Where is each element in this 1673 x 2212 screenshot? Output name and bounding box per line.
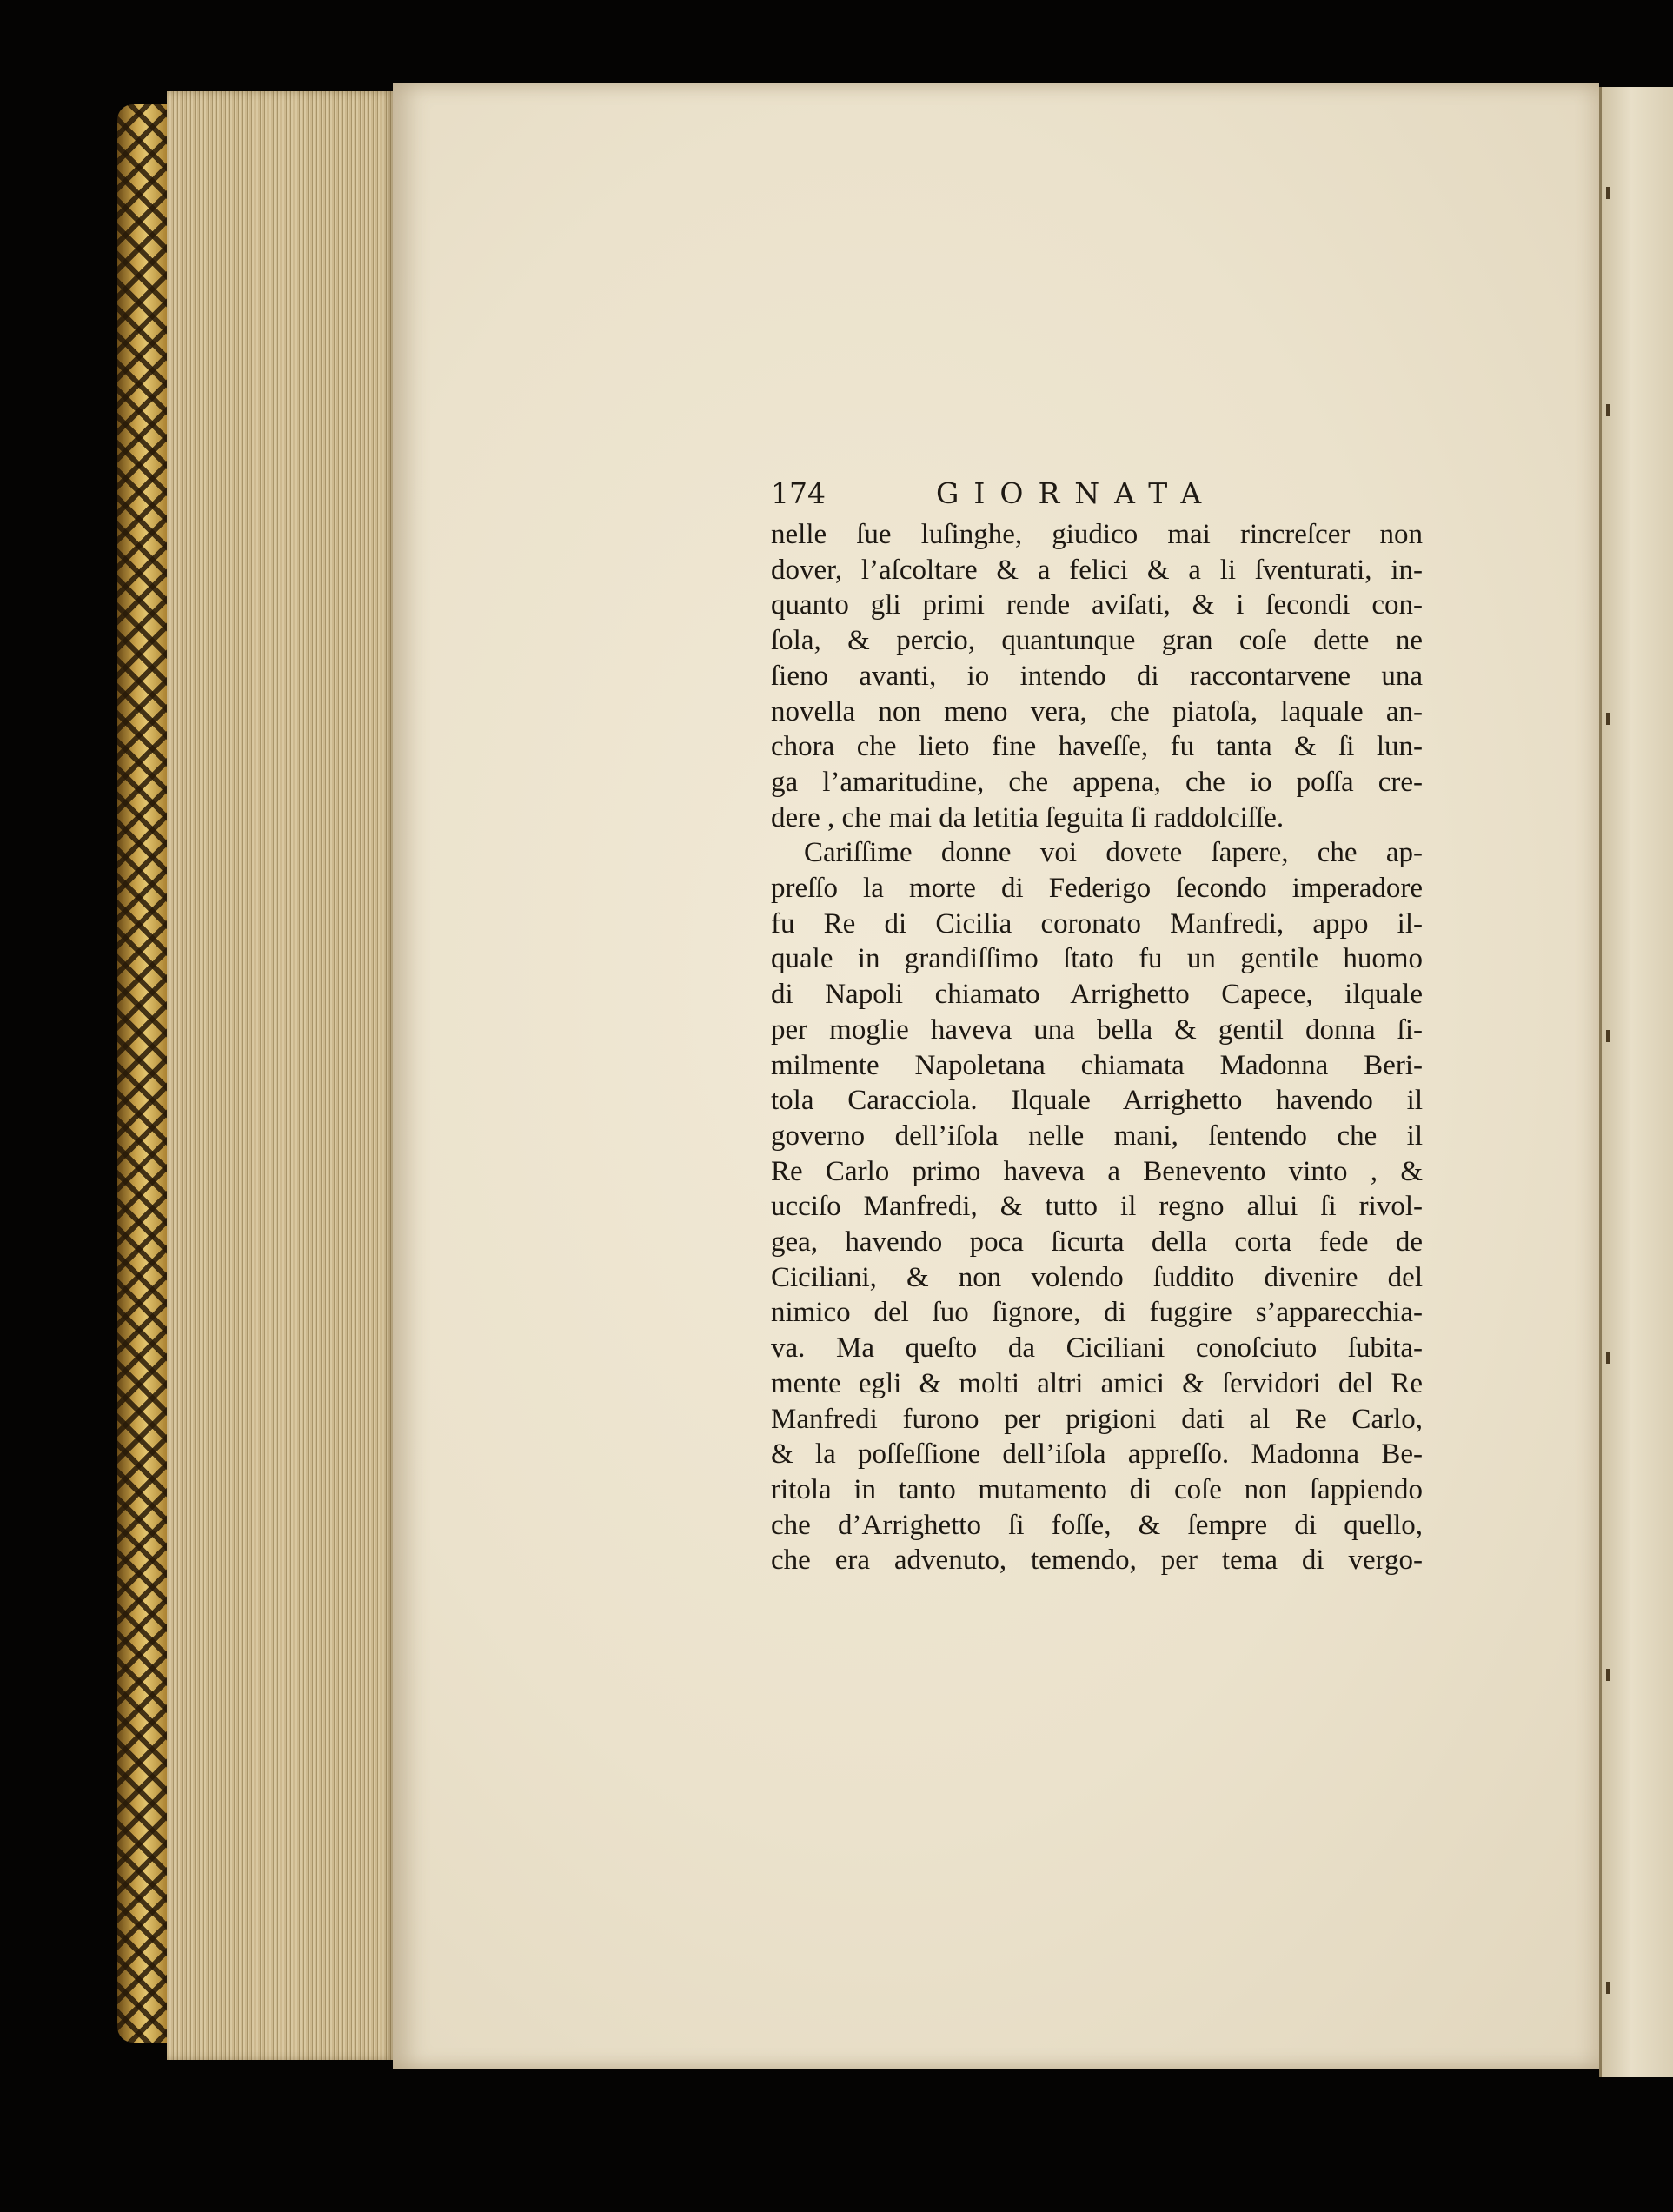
text-line: ga l’amaritudine, che appena, che io poſſa cre- <box>771 766 1423 798</box>
binding-stitch <box>1606 713 1610 725</box>
text-line: nelle ſue luſinghe, giudico mai rincreſcer non <box>771 519 1423 550</box>
text-line: che d’Arrighetto ſi foſſe, & ſempre di quello, <box>771 1509 1423 1541</box>
page-edges <box>167 91 395 2060</box>
text-line: ucciſo Manfredi, & tutto il regno allui ſi rivol- <box>771 1191 1423 1223</box>
text-line: novella non meno vera, che piatoſa, laquale an- <box>771 695 1423 727</box>
text-line: dere , che mai da letitia ſeguita ſi raddolciſſe. <box>771 801 1285 834</box>
binding-stitch <box>1606 1669 1610 1681</box>
text-line: che era advenuto, temendo, per tema di vergo- <box>771 1544 1423 1577</box>
binding-stitch <box>1606 404 1610 416</box>
text-block <box>771 469 1423 1578</box>
text-line: Re Carlo primo haveva a Benevento vinto , & <box>771 1155 1423 1187</box>
text-line: milmente Napoletana chiamata Madonna Beri- <box>771 1049 1423 1081</box>
binding-stitch <box>1606 187 1610 199</box>
text-line: nimico del ſuo ſignore, di fuggire s’apparecchia- <box>771 1297 1423 1329</box>
text-line: Ciciliani, & non volendo ſuddito divenire del <box>771 1261 1423 1293</box>
running-head-title: GIORNATA <box>936 476 1217 510</box>
text-line: chora che lieto fine haveſſe, fu tanta & ſi lun- <box>771 731 1423 763</box>
running-head <box>771 469 1423 517</box>
text-line: gea, havendo poca ſicurta della corta fede de <box>771 1226 1423 1259</box>
text-line: per moglie haveva una bella & gentil donna ſi- <box>771 1013 1423 1046</box>
text-line: ſieno avanti, io intendo di raccontarvene una <box>771 660 1423 692</box>
text-line: & la poſſeſſione dell’iſola appreſſo. Madonna Be- <box>771 1438 1423 1471</box>
binding-stitch <box>1606 1352 1610 1364</box>
binding-stitch <box>1606 1030 1610 1042</box>
text-line: dover, l’aſcoltare & a felici & a li ſventurati, in- <box>771 554 1423 586</box>
text-line: governo dell’iſola nelle mani, ſentendo che il <box>771 1119 1423 1152</box>
text-line: ſola, & percio, quantunque gran coſe dette ne <box>771 625 1423 657</box>
text-line: Manfredi furono per prigioni dati al Re Carlo, <box>771 1403 1423 1435</box>
gilt-spine-edge <box>117 104 169 2043</box>
text-line: di Napoli chiamato Arrighetto Capece, ilquale <box>771 979 1423 1011</box>
text-line: va. Ma queſto da Ciciliani conoſciuto ſubita- <box>771 1332 1423 1365</box>
text-line: fu Re di Cicilia coronato Manfredi, appo il- <box>771 907 1423 940</box>
binding-stitch <box>1606 1982 1610 1994</box>
text-line: tola Caracciola. Ilquale Arrighetto havendo il <box>771 1085 1423 1117</box>
text-line: ritola in tanto mutamento di coſe non ſappiendo <box>771 1473 1423 1505</box>
text-line: quale in grandiſſimo ſtato fu un gentile huomo <box>771 943 1423 975</box>
next-page-edge <box>1599 87 1673 2077</box>
text-line: quanto gli primi rende aviſati, & i ſecondi con- <box>771 589 1423 621</box>
text-line: preſſo la morte di Federigo ſecondo imperadore <box>771 873 1423 905</box>
text-line: Cariſſime donne voi dovete ſapere, che ap- <box>804 837 1423 869</box>
text-line: mente egli & molti altri amici & ſervidori del Re <box>771 1367 1423 1399</box>
page-number: 174 <box>771 476 826 510</box>
